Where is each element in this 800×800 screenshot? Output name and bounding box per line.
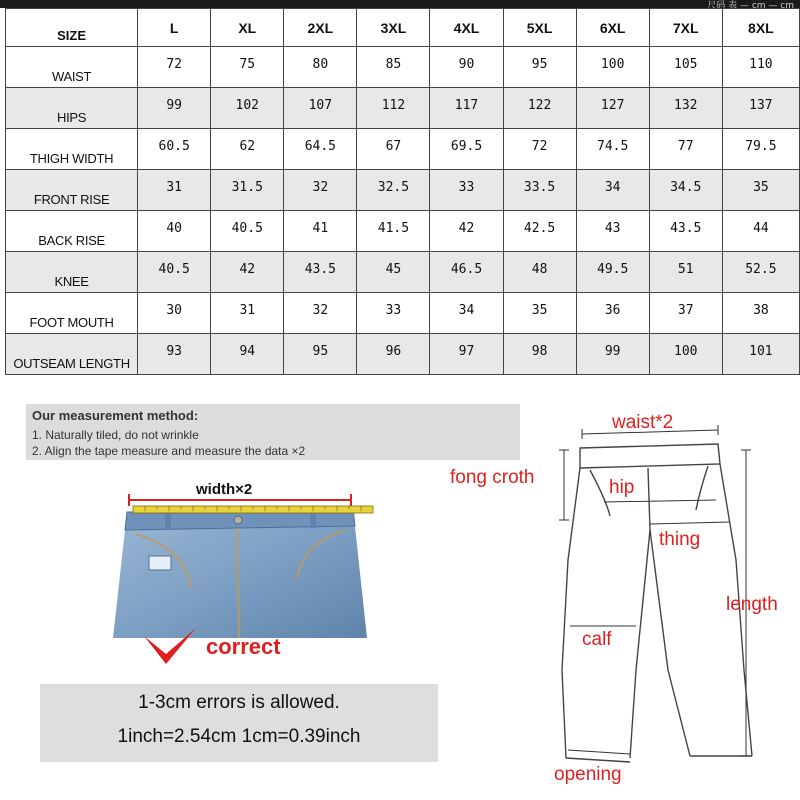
measurement-value: 35	[722, 170, 799, 211]
thigh-label: thing	[659, 529, 701, 550]
pocket-patch	[149, 556, 171, 570]
measurement-value: 32.5	[357, 170, 430, 211]
measurement-value: 35	[503, 293, 576, 334]
measurement-value: 40.5	[211, 211, 284, 252]
measurement-label: OUTSEAM LENGTH	[6, 334, 138, 375]
measurement-value: 31	[138, 170, 211, 211]
opening-label: opening	[554, 764, 622, 785]
measurement-value: 37	[649, 293, 722, 334]
measurement-value: 97	[430, 334, 503, 375]
measurement-value: 132	[649, 88, 722, 129]
measurement-value: 33	[430, 170, 503, 211]
measurement-value: 49.5	[576, 252, 649, 293]
method-title: Our measurement method:	[32, 408, 199, 423]
table-row	[6, 88, 800, 129]
measurement-value: 34	[430, 293, 503, 334]
measurement-label: WAIST	[6, 47, 138, 88]
method-step-2: 2. Align the tape measure and measure the data ×2	[32, 444, 306, 458]
calf-label: calf	[582, 629, 612, 650]
measurement-label: FRONT RISE	[6, 170, 138, 211]
check-mark-icon	[140, 624, 200, 668]
measurement-value: 33	[357, 293, 430, 334]
measurement-value: 117	[430, 88, 503, 129]
measurement-value: 40.5	[138, 252, 211, 293]
measurement-value: 127	[576, 88, 649, 129]
table-header-row	[6, 9, 800, 47]
measurement-value: 41.5	[357, 211, 430, 252]
measurement-value: 112	[357, 88, 430, 129]
measurement-value: 45	[357, 252, 430, 293]
measurement-value: 98	[503, 334, 576, 375]
size-header-cell: SIZE	[6, 9, 138, 47]
measurement-label: BACK RISE	[6, 211, 138, 252]
measurement-value: 51	[649, 252, 722, 293]
errors-allowed-text: 1-3cm errors is allowed.	[138, 692, 340, 713]
correct-label: correct	[206, 634, 281, 659]
measurement-value: 40	[138, 211, 211, 252]
measurement-value: 95	[503, 47, 576, 88]
width-label: width×2	[196, 481, 253, 498]
measurement-value: 32	[284, 293, 357, 334]
measurement-value: 74.5	[576, 129, 649, 170]
measurement-value: 96	[357, 334, 430, 375]
measurement-value: 122	[503, 88, 576, 129]
measurement-value: 64.5	[284, 129, 357, 170]
measurement-value: 100	[649, 334, 722, 375]
measurement-value: 95	[284, 334, 357, 375]
measurement-value: 80	[284, 47, 357, 88]
measurement-value: 94	[211, 334, 284, 375]
measurement-value: 60.5	[138, 129, 211, 170]
measurement-value: 42	[211, 252, 284, 293]
measurement-value: 69.5	[430, 129, 503, 170]
measurement-value: 85	[357, 47, 430, 88]
size-chart-table	[5, 8, 800, 375]
measurement-value: 101	[722, 334, 799, 375]
measurement-value: 79.5	[722, 129, 799, 170]
measurement-value: 38	[722, 293, 799, 334]
size-column-header: L	[138, 9, 211, 47]
measurement-value: 34.5	[649, 170, 722, 211]
measurement-value: 90	[430, 47, 503, 88]
table-row	[6, 129, 800, 170]
pants-outline	[562, 444, 752, 762]
measurement-value: 43.5	[284, 252, 357, 293]
measurement-label: THIGH WIDTH	[6, 129, 138, 170]
measurement-value: 41	[284, 211, 357, 252]
size-column-header: 8XL	[722, 9, 799, 47]
measurement-value: 110	[722, 47, 799, 88]
measurement-value: 43.5	[649, 211, 722, 252]
waist-label: waist*2	[612, 412, 674, 433]
top-bar	[0, 0, 800, 11]
measurement-value: 44	[722, 211, 799, 252]
measurement-value: 137	[722, 88, 799, 129]
measurement-value: 102	[211, 88, 284, 129]
table-row	[6, 47, 800, 88]
table-row	[6, 252, 800, 293]
jeans-photo-illustration	[105, 478, 375, 638]
measurement-value: 99	[576, 334, 649, 375]
unit-conversion-text: 1inch=2.54cm 1cm=0.39inch	[117, 726, 361, 747]
measurement-method-box	[26, 404, 520, 460]
measurement-value: 105	[649, 47, 722, 88]
table-row	[6, 293, 800, 334]
size-column-header: 2XL	[284, 9, 357, 47]
hip-label: hip	[609, 477, 635, 498]
size-column-header: 4XL	[430, 9, 503, 47]
measurement-value: 52.5	[722, 252, 799, 293]
size-column-header: 6XL	[576, 9, 649, 47]
measurement-value: 93	[138, 334, 211, 375]
measurement-value: 99	[138, 88, 211, 129]
measurement-value: 31.5	[211, 170, 284, 211]
measurement-value: 48	[503, 252, 576, 293]
table-row	[6, 170, 800, 211]
measurement-value: 107	[284, 88, 357, 129]
size-column-header: XL	[211, 9, 284, 47]
measurement-value: 42	[430, 211, 503, 252]
measurement-value: 43	[576, 211, 649, 252]
size-column-header: 3XL	[357, 9, 430, 47]
measurement-value: 46.5	[430, 252, 503, 293]
measurement-value: 62	[211, 129, 284, 170]
measurement-value: 67	[357, 129, 430, 170]
method-step-1: 1. Naturally tiled, do not wrinkle	[32, 428, 199, 442]
measurement-value: 42.5	[503, 211, 576, 252]
measurement-value: 31	[211, 293, 284, 334]
measurement-label: HIPS	[6, 88, 138, 129]
size-column-header: 7XL	[649, 9, 722, 47]
table-row	[6, 211, 800, 252]
fong-croth-label: fong croth	[450, 467, 535, 488]
table-row	[6, 334, 800, 375]
errors-info-box	[40, 684, 438, 762]
button-icon	[234, 516, 242, 524]
measurement-value: 72	[138, 47, 211, 88]
measurement-value: 36	[576, 293, 649, 334]
measurement-value: 34	[576, 170, 649, 211]
measurement-label: FOOT MOUTH	[6, 293, 138, 334]
measurement-value: 100	[576, 47, 649, 88]
top-bar-text: 尺码 表 — cm — cm	[707, 1, 794, 11]
measurement-value: 75	[211, 47, 284, 88]
length-label: length	[726, 594, 778, 615]
measurement-value: 72	[503, 129, 576, 170]
measurement-value: 33.5	[503, 170, 576, 211]
size-column-header: 5XL	[503, 9, 576, 47]
measurement-value: 32	[284, 170, 357, 211]
measurement-value: 30	[138, 293, 211, 334]
measurement-value: 77	[649, 129, 722, 170]
measurement-label: KNEE	[6, 252, 138, 293]
